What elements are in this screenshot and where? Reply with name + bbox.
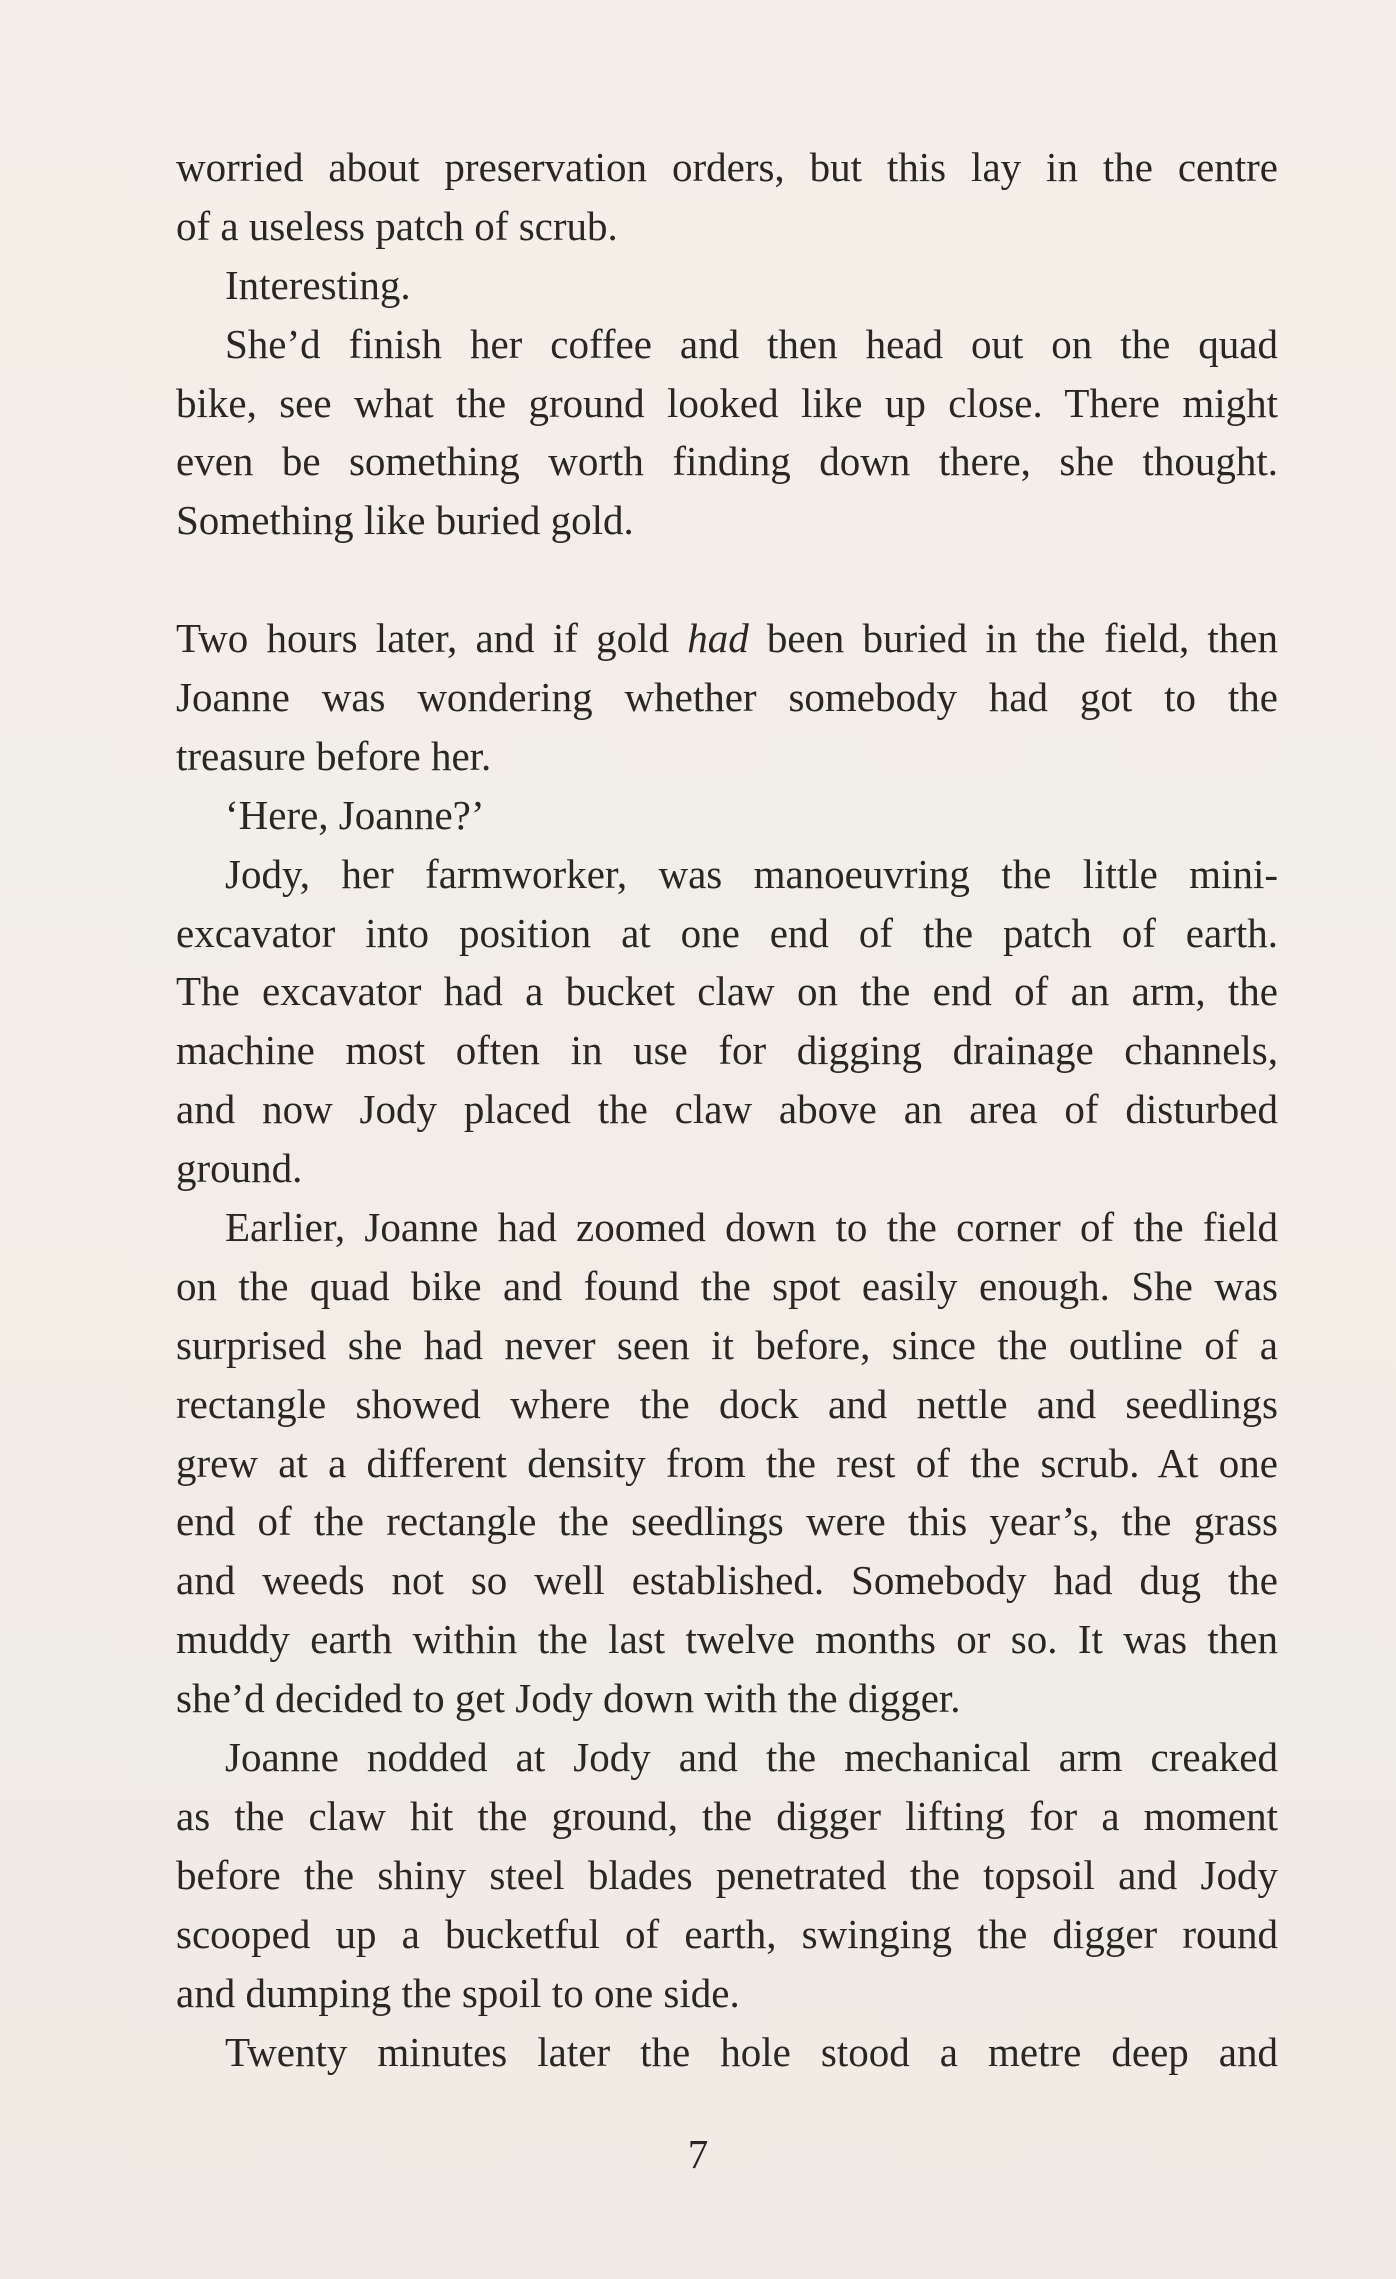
body-text (176, 138, 1278, 2081)
text-line: Earlier, Joanne had zoomed down to the corner of the field (225, 1204, 1278, 1251)
page-number: 7 (687, 2131, 709, 2177)
text-line: scooped up a bucketful of earth, swinging the digger round (176, 1910, 1278, 1957)
text-line: muddy earth within the last twelve months or so. It was then (176, 1616, 1278, 1663)
text-line (176, 609, 1278, 668)
italic-word: had (687, 615, 749, 662)
text-line: as the claw hit the ground, the digger lifting for a moment (176, 1792, 1278, 1839)
text-line: excavator into position at one end of the patch of earth. (176, 909, 1278, 956)
text-line: Joanne was wondering whether somebody had got to the (176, 674, 1278, 721)
text-line: Jody, her farmworker, was manoeuvring the little mini- (225, 850, 1278, 897)
text-line: she’d decided to get Jody down with the digger. (176, 1675, 961, 1722)
text-fragment: Two hours later, and if gold (176, 615, 688, 662)
text-line: and weeds not so well established. Somebody had dug the (176, 1557, 1278, 1604)
text-line: grew at a different density from the rest of the scrub. At one (176, 1439, 1278, 1486)
text-line: on the quad bike and found the spot easily enough. She was (176, 1262, 1278, 1309)
text-line: rectangle showed where the dock and nettle and seedlings (176, 1380, 1278, 1427)
text-line: ‘Here, Joanne?’ (225, 791, 485, 838)
text-line: Twenty minutes later the hole stood a metre deep and (225, 2028, 1278, 2075)
text-line: worried about preservation orders, but this lay in the centre (176, 144, 1278, 190)
text-line: machine most often in use for digging drainage channels, (176, 1027, 1278, 1074)
text-fragment: been buried in the field, then (748, 615, 1278, 662)
text-line: surprised she had never seen it before, since the outline of a (176, 1321, 1278, 1368)
text-line: and dumping the spoil to one side. (176, 1969, 740, 2016)
text-line: ground. (176, 1145, 303, 1192)
text-line: and now Jody placed the claw above an area of disturbed (176, 1086, 1278, 1133)
text-line: The excavator had a bucket claw on the end of an arm, the (176, 968, 1278, 1015)
text-line: Joanne nodded at Jody and the mechanical arm creaked (225, 1734, 1278, 1781)
text-line: treasure before her. (176, 732, 492, 779)
text-line: She’d finish her coffee and then head out on the quad (225, 320, 1278, 367)
text-line: Interesting. (225, 261, 411, 308)
text-line: end of the rectangle the seedlings were this year’s, the grass (176, 1498, 1278, 1545)
text-line: bike, see what the ground looked like up close. There might (176, 379, 1278, 426)
text-line: even be something worth finding down there, she thought. (176, 438, 1278, 485)
text-line: Something like buried gold. (176, 497, 634, 544)
text-line: before the shiny steel blades penetrated the topsoil and Jody (176, 1851, 1278, 1898)
text-line: of a useless patch of scrub. (176, 202, 618, 249)
